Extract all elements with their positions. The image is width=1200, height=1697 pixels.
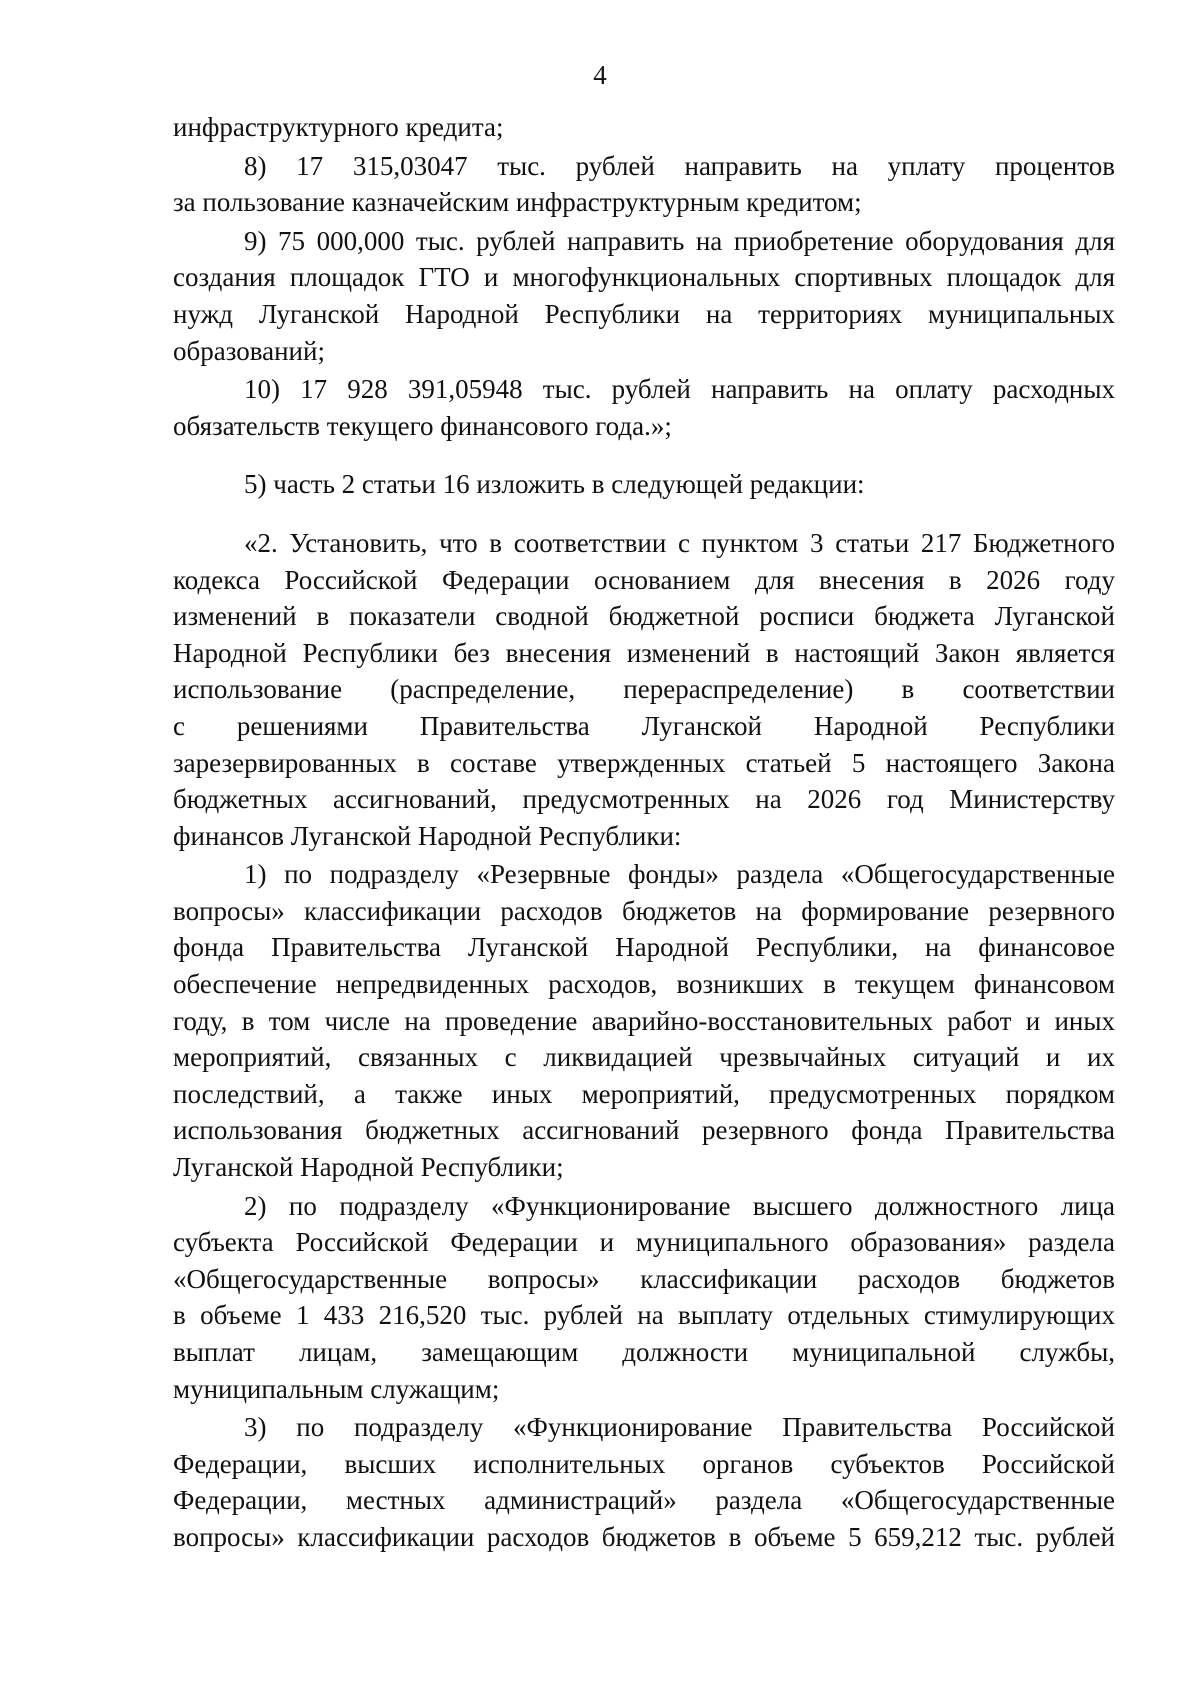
text-line: использование (распределение, перераспределение) в соответствии [173,674,1115,705]
text-line: муниципальным служащим; [173,1373,500,1404]
text-line: изменений в показатели сводной бюджетной росписи бюджета Луганской [173,601,1115,632]
text-line: 1) по подразделу «Резервные фонды» раздела «Общегосударственные [244,859,1115,890]
text-line: вопросы» классификации расходов бюджетов на формирование резервного [173,895,1115,926]
paragraph [173,371,1115,444]
paragraph [173,525,1115,854]
text-line: 5) часть 2 статьи 16 изложить в следующей редакции: [244,469,865,500]
text-line: субъекта Российской Федерации и муниципального образования» раздела [173,1227,1115,1258]
text-line: обеспечение непредвиденных расходов, возникших в текущем финансовом [173,969,1115,1000]
text-line: использования бюджетных ассигнований резервного фонда Правительства [173,1115,1115,1146]
text-line: кодекса Российской Федерации основанием для внесения в 2026 году [173,564,1115,595]
paragraph [173,466,1115,503]
text-line: инфраструктурного кредита; [173,112,504,142]
text-line: последствий, а также иных мероприятий, предусмотренных порядком [173,1078,1115,1109]
text-line: финансов Луганской Народной Республики: [173,820,682,851]
paragraph [173,856,1115,1185]
text-line: 8) 17 315,03047 тыс. рублей направить на уплату процентов [244,150,1115,181]
paragraph [173,148,1115,221]
text-line: обязательств текущего финансового года.»; [173,410,672,441]
paragraph [173,109,1115,146]
text-line: выплат лицам, замещающим должности муниципальной службы, [173,1337,1115,1367]
text-line: мероприятий, связанных с ликвидацией чрезвычайных ситуаций и их [173,1042,1115,1073]
text-line: вопросы» классификации расходов бюджетов в объеме 5 659,212 тыс. рублей [173,1521,1115,1552]
text-line: 3) по подразделу «Функционирование Правительства Российской [244,1412,1115,1443]
paragraph [173,223,1115,369]
text-line: 10) 17 928 391,05948 тыс. рублей направить на оплату расходных [244,374,1115,405]
text-line: 9) 75 000,000 тыс. рублей направить на приобретение оборудования для [244,225,1115,256]
text-line: Луганской Народной Республики; [173,1152,564,1183]
text-line: «2. Установить, что в соответствии с пунктом 3 статьи 217 Бюджетного [244,527,1115,558]
text-line: Народной Республики без внесения изменений в настоящий Закон является [173,637,1115,668]
text-line: образований; [173,335,325,366]
text-line: с решениями Правительства Луганской Народной Республики [173,710,1115,741]
text-line: за пользование казначейским инфраструктурным кредитом; [173,187,862,218]
text-line: Федерации, высших исполнительных органов субъектов Российской [173,1448,1115,1479]
paragraph [173,1188,1115,1408]
text-line: в объеме 1 433 216,520 тыс. рублей на выплату отдельных стимулирующих [173,1300,1115,1331]
page-number: 4 [593,60,607,90]
text-line: 2) по подразделу «Функционирование высшего должностного лица [244,1190,1115,1221]
text-line: создания площадок ГТО и многофункциональных спортивных площадок для [173,262,1115,293]
text-line: бюджетных ассигнований, предусмотренных на 2026 год Министерству [173,784,1115,815]
text-line: году, в том числе на проведение аварийно-восстановительных работ и иных [173,1005,1115,1036]
text-line: «Общегосударственные вопросы» классификации расходов бюджетов [173,1263,1115,1294]
text-line: зарезервированных в составе утвержденных статьей 5 настоящего Закона [173,747,1115,778]
document-body [173,109,1115,1558]
text-line: Федерации, местных администраций» раздела «Общегосударственные [173,1485,1115,1516]
text-line: нужд Луганской Народной Республики на территориях муниципальных [173,298,1115,329]
text-line: фонда Правительства Луганской Народной Республики, на финансовое [173,932,1115,963]
paragraph [173,1409,1115,1555]
